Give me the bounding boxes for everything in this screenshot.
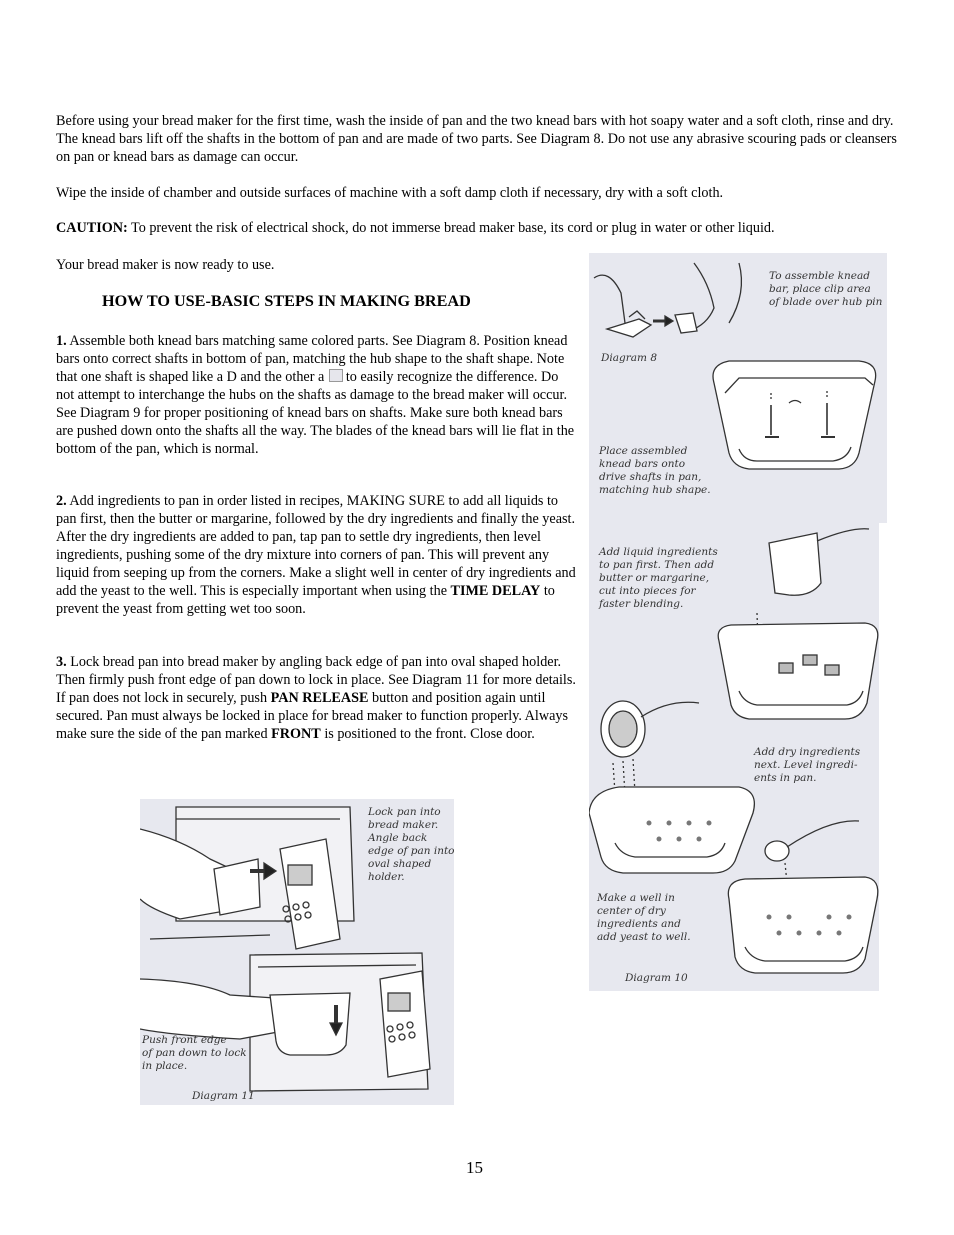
- intro-paragraph: Before using your bread maker for the first time, wash the inside of pan and the two knead bars with hot soapy water and a soft cloth, rinse and dry. The knead bars lift off the shafts in the bottom of pan and are made of two parts. See Diagram 8. Do not use any abrasive scouring pads or cleansers on pan or knead bars as damage can occur.: [56, 113, 897, 165]
- diagram-11-caption-1-line-3: Angle back: [368, 832, 428, 844]
- diagram-11-caption-2-line-3: in place.: [142, 1060, 188, 1072]
- caution-label: CAUTION:: [56, 220, 128, 236]
- diagram-8-caption-top-2: bar, place clip area: [769, 283, 871, 295]
- diagram-8-caption-mid-2: knead bars onto: [599, 458, 686, 470]
- diagram-10-label: Diagram 10: [625, 972, 688, 984]
- step-2-number: 2.: [56, 493, 67, 509]
- diagram-10-caption-1-line-3: butter or margarine,: [599, 572, 710, 584]
- diagram-10-caption-3-line-4: add yeast to well.: [597, 931, 691, 943]
- diagram-8-caption-mid-1: Place assembled: [599, 445, 688, 457]
- diagram-11-caption-1-line-6: holder.: [368, 871, 405, 883]
- diagram-11-caption-1-line-5: oval shaped: [368, 858, 432, 870]
- diagram-10-caption-2-line-3: ents in pan.: [754, 772, 817, 784]
- diagram-11-caption-2-line-1: Push front edge: [142, 1034, 227, 1046]
- step-3: [56, 653, 578, 743]
- diagram-10-illustration: [589, 523, 879, 991]
- pan-release-term: PAN RELEASE: [270, 690, 369, 706]
- diagram-11-caption-1-line-2: bread maker.: [368, 819, 439, 831]
- diagram-8-caption-top-3: of blade over hub pin: [769, 296, 883, 308]
- diagram-11-caption-1-line-1: Lock pan into: [368, 806, 441, 818]
- diagram-10-caption-2-line-1: Add dry ingredients: [754, 746, 861, 758]
- diagram-10-caption-3-line-2: center of dry: [597, 905, 666, 917]
- step-1-text-a: Assemble both knead bars matching same colored parts. See Diagram 8. Position knead bars onto correct shafts in bottom of pan, matching the hub shape to the shaft shape. Note that one shaft is shaped like a D and the other a: [56, 333, 568, 385]
- step-1-number: 1.: [56, 333, 67, 349]
- step-1-text-b: to easily recognize the difference. Do not attempt to interchange the hubs on the shafts as damage to the bread maker will occur. See Diagram 9 for proper positioning of knead bars on shafts. Make sure both knead bars are pushed down onto the shafts all the way. The blades of the knead bars will lie flat in the bottom of the pan, which is normal.: [56, 369, 575, 457]
- diagram-10-caption-1-line-2: to pan first. Then add: [599, 559, 715, 571]
- caution-paragraph: [56, 219, 901, 237]
- diagram-11-caption-1-line-4: edge of pan into: [368, 845, 454, 857]
- diagram-11-caption-2-line-2: of pan down to lock: [142, 1047, 247, 1059]
- diagram-8-caption-mid-4: matching hub shape.: [599, 484, 711, 496]
- step-1: [56, 332, 578, 458]
- step-2-text-b: to prevent the yeast from getting wet too soon.: [56, 583, 555, 617]
- diagram-8-label: Diagram 8: [601, 352, 658, 364]
- step-3-text-a: Lock bread pan into bread maker by angling back edge of pan into oval shaped holder. Then firmly push front edge of pan down to lock in place. See Diagram 11 for more details. If pan does not lock in securely, push: [56, 654, 576, 706]
- diagram-10-caption-3-line-1: Make a well in: [597, 892, 675, 904]
- caution-text: To prevent the risk of electrical shock, do not immerse bread maker base, its cord or plug in water or other liquid.: [127, 220, 775, 236]
- diagram-8-caption-top-1: To assemble knead: [769, 270, 871, 282]
- wipe-paragraph: Wipe the inside of chamber and outside surfaces of machine with a soft damp cloth if necessary, dry with a soft cloth.: [56, 185, 724, 201]
- step-2-text-a: Add ingredients to pan in order listed in recipes, MAKING SURE to add all liquids to pan first, then the butter or margarine, followed by the dry ingredients and finally the yeast. After the dry ingredients are added to pan, tap pan to settle dry ingredients, then level ingredients, pushing some of the dry mixture into corners of pan. This will prevent any liquid from seeping up from the corners. Make a slight well in center of dry ingredients and add the yeast to the well. This is especially important when using the: [56, 493, 576, 599]
- diagram-11-illustration: [140, 799, 454, 1105]
- front-term: FRONT: [271, 726, 321, 742]
- time-delay-term: TIME DELAY: [450, 583, 541, 599]
- diagram-8-caption-mid-3: drive shafts in pan,: [599, 471, 702, 483]
- diagram-10-caption-1-line-4: cut into pieces for: [599, 585, 696, 597]
- section-heading: HOW TO USE-BASIC STEPS IN MAKING BREAD: [102, 292, 471, 310]
- step-3-number: 3.: [56, 654, 67, 670]
- diagram-8-illustration: [589, 253, 887, 523]
- ready-paragraph: Your bread maker is now ready to use.: [56, 257, 275, 273]
- step-3-text-c: is positioned to the front. Close door.: [320, 726, 535, 742]
- diagram-10-caption-3-line-3: ingredients and: [597, 918, 681, 930]
- diagram-10-caption-1-line-1: Add liquid ingredients: [599, 546, 718, 558]
- diagram-10-caption-1-line-5: faster blending.: [599, 598, 684, 610]
- shaft-shape-icon: [329, 369, 343, 382]
- step-3-text-b: button and position again until secured. Pan must always be locked in place for bread maker to function properly. Always make sure the side of the pan marked: [56, 690, 569, 742]
- page-number: 15: [466, 1158, 483, 1177]
- diagram-10-caption-2-line-2: next. Level ingredi-: [754, 759, 858, 771]
- diagram-11-label: Diagram 11: [192, 1090, 255, 1102]
- step-2: [56, 492, 578, 618]
